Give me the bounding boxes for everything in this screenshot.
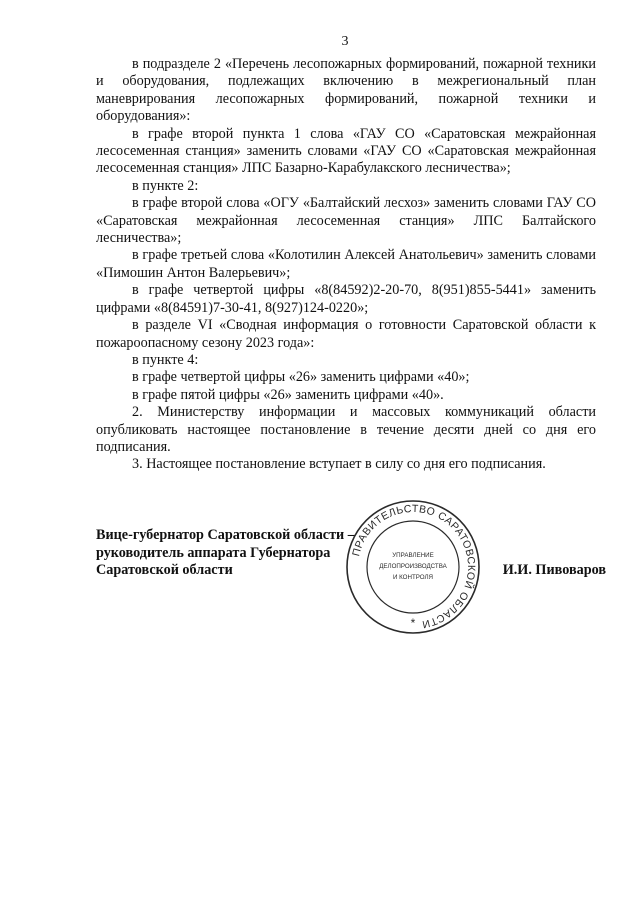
paragraph-item-2-column-3: в графе третьей слова «Колотилин Алексей Анатольевич» заменить словами «Пимошин Антон Валерьевич»;: [96, 247, 596, 281]
signatory-title: [96, 527, 355, 580]
document-body: [96, 56, 596, 474]
paragraph-subsection-2: в подразделе 2 «Перечень лесопожарных формирований, пожарной техники и оборудования, подлежащих включению в межрегиональный план маневрирования лесопожарных формирований, пожарной техники и оборудования»:: [96, 56, 596, 125]
signatory-name: И.И. Пивоваров: [502, 562, 606, 578]
stamp-star-icon: *: [410, 616, 416, 630]
signatory-title-line: Вице-губернатор Саратовской области –: [96, 527, 355, 543]
stamp-center-line: И КОНТРОЛЯ: [392, 574, 434, 581]
stamp-ring-text: ПРАВИТЕЛЬСТВО САРАТОВСКОЙ ОБЛАСТИ: [350, 502, 478, 631]
paragraph-item-2-column-2: в графе второй слова «ОГУ «Балтайский лесхоз» заменить словами ГАУ СО «Саратовская межрайонная лесосеменная станция» ЛПС Балтайского лесничества»;: [96, 195, 596, 247]
stamp-center-line: ДЕЛОПРОИЗВОДСТВА: [379, 563, 447, 570]
paragraph-item-1: в графе второй пункта 1 слова «ГАУ СО «Саратовская межрайонная лесосеменная станция» заменить словами «ГАУ СО «Саратовская межрайонная лесосеменная станция» ЛПС Базарно-Карабулакского лесничества»;: [96, 125, 596, 177]
paragraph-item-2-column-4: в графе четвертой цифры «8(84592)2-20-70, 8(951)855-5441» заменить цифрами «8(84591)7-30-41, 8(927)124-0220»;: [96, 282, 596, 316]
paragraph-item-4-heading: в пункте 4:: [132, 351, 199, 368]
official-stamp: [343, 497, 483, 637]
paragraph-section-6: в разделе VI «Сводная информация о готовности Саратовской области к пожароопасному сезону 2023 года»:: [96, 317, 596, 351]
signatory-title-line: Саратовской области: [96, 562, 233, 579]
paragraph-item-4-column-4: в графе четвертой цифры «26» заменить цифрами «40»;: [132, 369, 470, 386]
signatory-title-line: руководитель аппарата Губернатора: [96, 544, 331, 561]
paragraph-clause-3: 3. Настоящее постановление вступает в силу со дня его подписания.: [132, 456, 546, 473]
page-number: 3: [341, 34, 349, 49]
paragraph-item-4-column-5: в графе пятой цифры «26» заменить цифрами «40».: [132, 386, 444, 403]
stamp-center-line: УПРАВЛЕНИЕ: [392, 552, 434, 559]
paragraph-clause-2: 2. Министерству информации и массовых коммуникаций области опубликовать настоящее постановление в течение десяти дней со дня его подписания.: [96, 404, 596, 455]
paragraph-item-2-heading: в пункте 2:: [132, 177, 199, 194]
